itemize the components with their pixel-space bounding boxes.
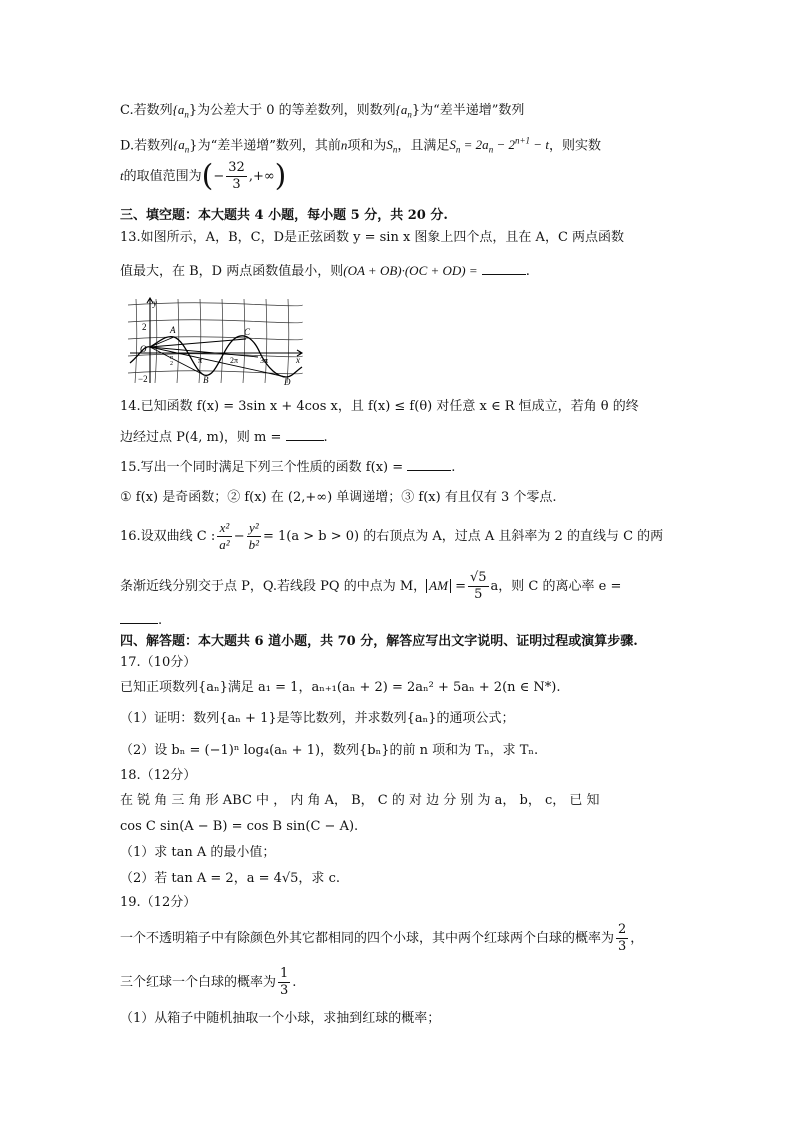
- fraction-32-3: $\frac{32}{3}$: [228, 160, 245, 192]
- q18-stem-line-2: cos C sin(A − B) = cos B sin(C − A).: [120, 819, 359, 834]
- q15-line-1: 15.写出一个同时满足下列三个性质的函数 f(x) = .: [120, 460, 456, 475]
- origin-label: O: [140, 344, 147, 354]
- option-c-text-3: }为“差半递增”数列: [411, 103, 525, 118]
- tick-2pi: 2π: [230, 356, 239, 365]
- q13-line-1: 13.如图所示，A，B，C，D是正弦函数 y = sin x 图象上四个点，且在 A，C 两点函数: [120, 230, 625, 245]
- option-c: C.若数列$\{a_n\}$为公差大于 0 的等差数列，则数列$\{a_n\}$为“差半递增”数列: [120, 102, 525, 120]
- q16-line-3: .: [120, 611, 162, 630]
- y-tick-2: 2: [142, 322, 147, 332]
- q18-stem-line-1: 在 锐 角 三 角 形 ABC 中 ， 内 角 A， B， C 的 对 边 分 别 为 a， b， c， 已 知: [120, 793, 600, 808]
- q19-part-1: （1）从箱子中随机抽取一个小球，求抽到红球的概率；: [120, 1011, 441, 1026]
- q19-number: 19.（12分）: [120, 895, 197, 910]
- q14-line-1: 14.已知函数 f(x) = 3sin x + 4cos x，且 f(x) ≤ f(θ) 对任意 x ∈ R 恒成立，若角 θ 的终: [120, 399, 639, 414]
- q16-line-1: 16.设双曲线 C : $\frac{\text{x²}}{\text{a²}}$ − $\frac{\text{y²}}{\text{b²}}$ = 1(a > b > 0) 的右顶点为 A，过点 A 且斜率为 2 的直线与 C 的两: [120, 520, 664, 552]
- point-c-label: C: [244, 327, 251, 337]
- option-c-text-1: C.若数列: [120, 103, 173, 118]
- abs-am: AM: [426, 579, 451, 593]
- y-axis-label: y: [153, 298, 157, 308]
- q13-line-2: 值最大，在 B，D 两点函数值最小，则(OA + OB)·(OC + OD) = .: [120, 263, 530, 279]
- q17-part-2: （2）设 bₙ = (−1)ⁿ log₄(aₙ + 1)，数列{bₙ}的前 n 项和为 Tₙ，求 Tₙ.: [120, 743, 539, 758]
- option-d-line-2: t的取值范围为(− $\frac{32}{3}$ ,+∞): [120, 158, 287, 194]
- q15-line-2: ① f(x) 是奇函数；② f(x) 在 (2,+∞) 单调递增；③ f(x) 有且仅有 3 个零点.: [120, 490, 557, 505]
- point-d-label: D: [284, 377, 291, 385]
- q14-answer-blank[interactable]: [286, 428, 324, 441]
- q13-answer-blank[interactable]: [482, 262, 526, 275]
- tick-pi: π: [198, 356, 203, 365]
- q18-part-2: （2）若 tan A = 2，a = 4√5，求 c.: [120, 871, 340, 886]
- q17-stem: 已知正项数列{aₙ}满足 a₁ = 1，aₙ₊₁(aₙ + 2) = 2aₙ² + 5aₙ + 2(n ∈ N*).: [120, 680, 561, 695]
- point-a-label: A: [170, 325, 176, 335]
- q18-number: 18.（12分）: [120, 768, 197, 783]
- y-tick-neg2: −2: [138, 374, 148, 384]
- q19-line-2: 三个红球一个白球的概率为 $\frac{1}{3}$ .: [120, 966, 297, 998]
- q16-answer-blank[interactable]: [120, 611, 158, 624]
- q15-answer-blank[interactable]: [407, 458, 451, 471]
- q17-number: 17.（10分）: [120, 655, 197, 670]
- q13-vector-expression: (OA + OB)·(OC + OD) =: [343, 263, 478, 278]
- section-3-heading: 三、填空题：本大题共 4 小题，每小题 5 分，共 20 分.: [120, 208, 448, 223]
- tick-pi-half-num: π: [170, 355, 174, 361]
- option-c-text-2: }为公差大于 0 的等差数列，则数列: [188, 103, 396, 118]
- x-axis-label: x: [296, 355, 300, 365]
- q16-line-2: 条渐近线分别交于点 P，Q.若线段 PQ 的中点为 M， AM = $\frac{√5}{5}$ a，则 C 的离心率 e =: [120, 570, 622, 602]
- q14-line-2: 边经过点 P(4, m)，则 m = .: [120, 430, 328, 445]
- point-b-label: B: [203, 375, 209, 385]
- tick-3pi: 3π: [260, 356, 269, 365]
- tick-pi-half-den: 2: [170, 361, 173, 367]
- q19-line-1: 一个不透明箱子中有除颜色外其它都相同的四个小球，其中两个红球两个白球的概率为 $\frac{2}{3}$ ，: [120, 922, 644, 954]
- seq-a-n: {$a_n$: [172, 102, 189, 120]
- section-4-heading: 四、解答题：本大题共 6 道小题，共 70 分，解答应写出文字说明、证明过程或演算步骤.: [120, 634, 638, 649]
- sine-graph-figure: [126, 297, 304, 385]
- q18-part-1: （1）求 tan A 的最小值；: [120, 845, 276, 860]
- q17-part-1: （1）证明：数列{aₙ + 1}是等比数列，并求数列{aₙ}的通项公式；: [120, 711, 515, 726]
- option-d: D.若数列$\{a_n\}$为“差半递增”数列，其前n项和为$S_n$，且满足$S_n = 2a_n - 2^{n+1} - t$，则实数: [120, 136, 601, 155]
